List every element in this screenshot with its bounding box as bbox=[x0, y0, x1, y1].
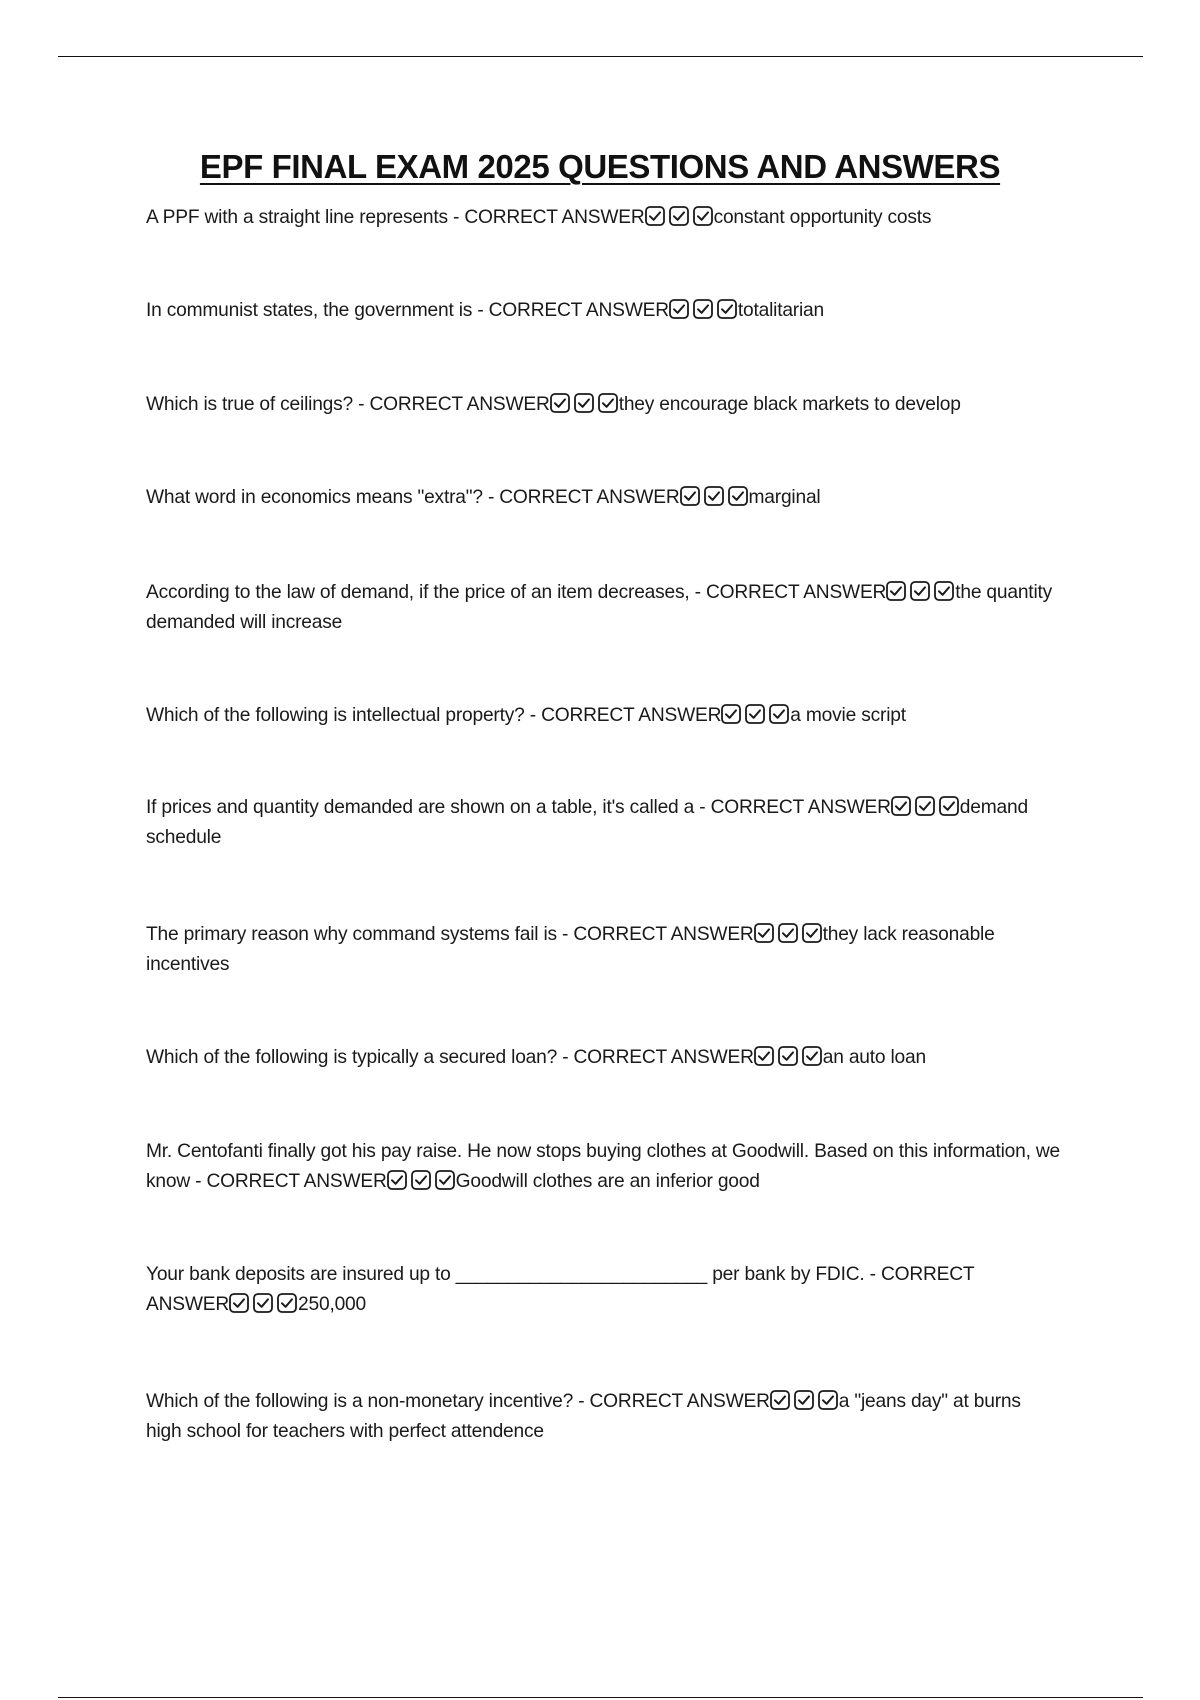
checked-box-icon bbox=[728, 486, 748, 506]
checked-box-icon bbox=[818, 1390, 838, 1410]
answer-text: totalitarian bbox=[737, 300, 825, 321]
checked-box-icon bbox=[693, 299, 713, 319]
qa-item bbox=[146, 296, 1061, 326]
qa-item bbox=[146, 1387, 1061, 1447]
question-text: What word in economics means "extra"? bbox=[146, 487, 483, 508]
answer-text: Goodwill clothes are an inferior good bbox=[455, 1171, 760, 1192]
correct-answer-label: - CORRECT ANSWER bbox=[146, 1264, 975, 1315]
answer-text: demand schedule bbox=[146, 797, 1028, 848]
answer-text: they encourage black markets to develop bbox=[618, 394, 961, 415]
check-marks bbox=[645, 203, 714, 233]
checked-box-icon bbox=[778, 1046, 798, 1066]
checked-box-icon bbox=[939, 796, 959, 816]
check-marks bbox=[891, 793, 960, 823]
checked-box-icon bbox=[550, 393, 570, 413]
correct-answer-label: - CORRECT ANSWER bbox=[689, 582, 887, 603]
question-text: Which of the following is typically a secured loan? bbox=[146, 1047, 558, 1068]
checked-box-icon bbox=[574, 393, 594, 413]
question-text: Your bank deposits are insured up to ________________________ per bank by FDIC. bbox=[146, 1264, 865, 1285]
question-text: Which is true of ceilings? bbox=[146, 394, 354, 415]
question-text: Which of the following is a non-monetary incentive? bbox=[146, 1391, 574, 1412]
qa-item bbox=[146, 1137, 1061, 1197]
top-rule bbox=[58, 56, 1143, 57]
check-marks bbox=[754, 920, 823, 950]
correct-answer-label: - CORRECT ANSWER bbox=[190, 1171, 387, 1192]
check-marks bbox=[770, 1387, 839, 1417]
qa-item bbox=[146, 701, 1061, 731]
checked-box-icon bbox=[886, 581, 906, 601]
answer-text: 250,000 bbox=[298, 1294, 366, 1315]
check-marks bbox=[680, 483, 749, 513]
answer-text: a "jeans day" at burns high school for teachers with perfect attendence bbox=[146, 1391, 1021, 1442]
checked-box-icon bbox=[778, 923, 798, 943]
answer-text: an auto loan bbox=[822, 1047, 926, 1068]
answer-text: they lack reasonable incentives bbox=[146, 924, 995, 975]
checked-box-icon bbox=[891, 796, 911, 816]
checked-box-icon bbox=[754, 1046, 774, 1066]
checked-box-icon bbox=[717, 299, 737, 319]
answer-text: constant opportunity costs bbox=[713, 207, 932, 228]
correct-answer-label: - CORRECT ANSWER bbox=[556, 924, 754, 945]
check-marks bbox=[229, 1290, 298, 1320]
checked-box-icon bbox=[253, 1293, 273, 1313]
correct-answer-label: - CORRECT ANSWER bbox=[447, 207, 645, 228]
correct-answer-label: - CORRECT ANSWER bbox=[694, 797, 891, 818]
check-marks bbox=[387, 1167, 456, 1197]
question-text: A PPF with a straight line represents bbox=[146, 207, 448, 228]
question-text: The primary reason why command systems fail is bbox=[146, 924, 557, 945]
question-text: Which of the following is intellectual property? bbox=[146, 705, 525, 726]
checked-box-icon bbox=[802, 1046, 822, 1066]
checked-box-icon bbox=[754, 923, 774, 943]
checked-box-icon bbox=[704, 486, 724, 506]
qa-item bbox=[146, 793, 1061, 853]
checked-box-icon bbox=[435, 1170, 455, 1190]
checked-box-icon bbox=[669, 299, 689, 319]
checked-box-icon bbox=[680, 486, 700, 506]
checked-box-icon bbox=[721, 704, 741, 724]
qa-item bbox=[146, 578, 1061, 638]
check-marks bbox=[886, 578, 955, 608]
answer-text: marginal bbox=[748, 487, 821, 508]
checked-box-icon bbox=[387, 1170, 407, 1190]
qa-item bbox=[146, 390, 1061, 420]
checked-box-icon bbox=[770, 1390, 790, 1410]
checked-box-icon bbox=[411, 1170, 431, 1190]
qa-item bbox=[146, 483, 1061, 513]
checked-box-icon bbox=[915, 796, 935, 816]
qa-item bbox=[146, 203, 1061, 233]
checked-box-icon bbox=[229, 1293, 249, 1313]
check-marks bbox=[721, 701, 790, 731]
qa-item bbox=[146, 1043, 1061, 1073]
answer-text: the quantity demanded will increase bbox=[146, 582, 1053, 633]
checked-box-icon bbox=[745, 704, 765, 724]
checked-box-icon bbox=[598, 393, 618, 413]
correct-answer-label: - CORRECT ANSWER bbox=[557, 1047, 754, 1068]
qa-item bbox=[146, 1260, 1061, 1320]
checked-box-icon bbox=[934, 581, 954, 601]
correct-answer-label: - CORRECT ANSWER bbox=[472, 300, 669, 321]
correct-answer-label: - CORRECT ANSWER bbox=[573, 1391, 770, 1412]
checked-box-icon bbox=[277, 1293, 297, 1313]
answer-text: a movie script bbox=[790, 705, 906, 726]
checked-box-icon bbox=[802, 923, 822, 943]
page-title: EPF FINAL EXAM 2025 QUESTIONS AND ANSWERS bbox=[199, 148, 1001, 185]
correct-answer-label: - CORRECT ANSWER bbox=[482, 487, 680, 508]
bottom-rule bbox=[58, 1697, 1143, 1698]
checked-box-icon bbox=[794, 1390, 814, 1410]
checked-box-icon bbox=[693, 206, 713, 226]
checked-box-icon bbox=[669, 206, 689, 226]
correct-answer-label: - CORRECT ANSWER bbox=[353, 394, 550, 415]
checked-box-icon bbox=[645, 206, 665, 226]
checked-box-icon bbox=[769, 704, 789, 724]
check-marks bbox=[754, 1043, 823, 1073]
question-text: According to the law of demand, if the price of an item decreases, bbox=[146, 582, 690, 603]
check-marks bbox=[669, 296, 738, 326]
check-marks bbox=[550, 390, 619, 420]
question-text: In communist states, the government is bbox=[146, 300, 473, 321]
checked-box-icon bbox=[910, 581, 930, 601]
correct-answer-label: - CORRECT ANSWER bbox=[524, 705, 722, 726]
question-text: Mr. Centofanti finally got his pay raise. He now stops buying clothes at Goodwill. Based on this information, we know bbox=[146, 1141, 1061, 1192]
qa-item bbox=[146, 920, 1061, 980]
question-text: If prices and quantity demanded are shown on a table, it's called a bbox=[146, 797, 695, 818]
